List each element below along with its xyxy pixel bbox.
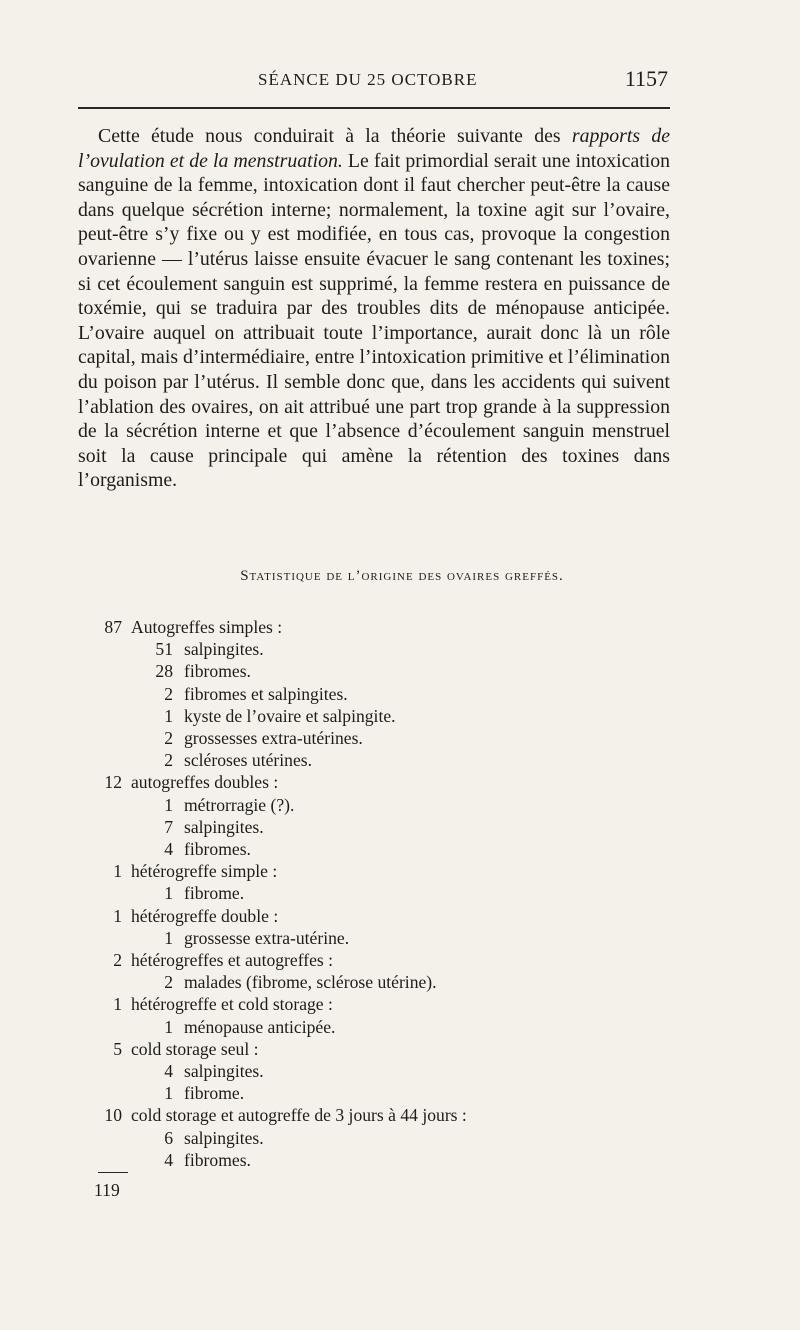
- stat-item-label: scléroses utérines.: [184, 750, 313, 771]
- stat-group-label: cold storage et autogreffe de 3 jours à 44 jours :: [131, 1105, 467, 1126]
- stat-item-row: [78, 727, 678, 749]
- running-title: SÉANCE DU 25 OCTOBRE: [258, 70, 478, 89]
- stat-item-row: [78, 927, 678, 949]
- stat-item-row: [78, 1127, 678, 1149]
- stat-item-row: [78, 660, 678, 682]
- stat-group-count: 87: [104, 617, 122, 637]
- stat-item-count: 51: [155, 639, 173, 660]
- body-text-start: Cette étude nous conduirait à la théorie suivante des: [98, 125, 572, 147]
- stat-group-row: [78, 905, 678, 927]
- stat-item-count: 4: [164, 839, 173, 860]
- page-header: [78, 66, 670, 96]
- stat-item-row: [78, 683, 678, 705]
- stat-item-label: salpingites.: [184, 1061, 264, 1082]
- stat-item-count: 4: [164, 1149, 173, 1170]
- stat-group-count: 1: [113, 905, 122, 926]
- body-paragraph: [78, 124, 670, 493]
- stat-item-label: ménopause anticipée.: [184, 1016, 336, 1037]
- stat-item-count: 2: [164, 750, 173, 771]
- stat-item-row: [78, 749, 678, 771]
- stat-item-label: fibrome.: [184, 883, 245, 904]
- statistics-list: [78, 616, 678, 1171]
- stat-item-count: 7: [164, 816, 173, 837]
- stat-group-row: [78, 616, 678, 638]
- stat-item-label: salpingites.: [184, 1127, 264, 1148]
- stat-group-count: 12: [104, 772, 122, 793]
- stat-item-label: salpingites.: [184, 816, 264, 837]
- stat-group-count: 1: [113, 994, 122, 1015]
- stat-item-label: grossesse extra-utérine.: [184, 927, 350, 948]
- stat-item-label: grossesses extra-utérines.: [184, 728, 363, 749]
- stat-item-label: fibrome.: [184, 1083, 245, 1104]
- stat-group-label: cold storage seul :: [131, 1038, 259, 1059]
- body-paragraph-container: [78, 124, 670, 493]
- stat-group-count: 10: [104, 1105, 122, 1126]
- stat-item-row: [78, 638, 678, 660]
- stat-item-count: 1: [164, 1016, 173, 1037]
- stat-item-count: 1: [164, 794, 173, 815]
- body-text-end: Le fait primordial serait une intoxication sanguine de la femme, intoxication dont il faut chercher peut-être la cause dans quelque sécrétion interne; normalement, la toxine agit sur l’ovaire, peut-être s’y fixe ou y est modifiée, en tous cas, provoque la congestion ovarienne — l’utérus laisse ensuite évacuer le sang contenant les toxines; si cet écoulement sanguin est supprimé, la femme restera en puissance de toxémie, qui se traduira par des troubles dits de ménopause anticipée. L’ovaire auquel on attribuait toute l’importance, aurait donc là un rôle capital, mais d’intermédiaire, entre l’intoxication primitive et l’élimination du poison par l’utérus. Il semble donc que, dans les accidents qui suivent l’ablation des ovaires, on ait attribué une part trop grande à la suppression de la sécrétion interne et que l’absence d’écoulement sanguin menstruel soit la cause principale qui amène la rétention des toxines dans l’organisme.: [78, 149, 670, 492]
- stat-item-count: 2: [164, 972, 173, 993]
- total-rule: [98, 1172, 128, 1173]
- stat-item-label: salpingites.: [184, 639, 264, 660]
- body-text-italic: rapports de l’ovulation et de la menstruation.: [78, 125, 670, 172]
- stat-group-label: hétérogreffe et cold storage :: [131, 994, 333, 1015]
- stat-item-count: 4: [164, 1061, 173, 1082]
- stat-item-row: [78, 1060, 678, 1082]
- stat-group-label: hétérogreffes et autogreffes :: [131, 950, 334, 971]
- stat-group-row: [78, 993, 678, 1015]
- stat-group-count: 1: [113, 861, 122, 882]
- stat-item-label: métrorragie (?).: [184, 794, 295, 815]
- stat-item-count: 2: [164, 728, 173, 749]
- stat-item-count: 28: [155, 661, 173, 682]
- stat-item-row: [78, 882, 678, 904]
- stat-item-count: 2: [164, 683, 173, 704]
- stat-item-row: [78, 1016, 678, 1038]
- stat-item-label: fibromes.: [184, 661, 251, 682]
- stat-group-row: [78, 1104, 678, 1126]
- stat-group-row: [78, 949, 678, 971]
- stat-item-label: fibromes.: [184, 1149, 251, 1170]
- stat-group-label: Autogreffes simples :: [131, 617, 283, 637]
- stat-item-row: [78, 705, 678, 727]
- statistics-title: Statistique de l’origine des ovaires greffés.: [240, 568, 564, 584]
- stat-group-row: [78, 860, 678, 882]
- stat-item-label: fibromes.: [184, 839, 251, 860]
- stat-item-row: [78, 816, 678, 838]
- stat-group-count: 2: [113, 950, 122, 971]
- stat-item-row: [78, 971, 678, 993]
- stat-item-label: malades (fibrome, sclérose utérine).: [184, 972, 437, 993]
- stat-group-row: [78, 771, 678, 793]
- stat-item-row: [78, 1149, 678, 1171]
- stat-item-label: fibromes et salpingites.: [184, 683, 348, 704]
- stat-item-row: [78, 794, 678, 816]
- stat-item-count: 6: [164, 1127, 173, 1148]
- stat-group-label: hétérogreffe double :: [131, 905, 279, 926]
- stat-item-count: 1: [164, 927, 173, 948]
- stat-group-label: hétérogreffe simple :: [131, 861, 278, 882]
- statistics-total: 119: [94, 1180, 120, 1200]
- stat-item-row: [78, 838, 678, 860]
- stat-group-row: [78, 1038, 678, 1060]
- stat-item-label: kyste de l’ovaire et salpingite.: [184, 705, 396, 726]
- stat-item-row: [78, 1082, 678, 1104]
- page-number: 1157: [624, 66, 668, 91]
- header-rule: [78, 107, 670, 109]
- stat-group-label: autogreffes doubles :: [131, 772, 279, 793]
- stat-group-count: 5: [113, 1038, 122, 1059]
- stat-item-count: 1: [164, 883, 173, 904]
- stat-item-count: 1: [164, 705, 173, 726]
- stat-item-count: 1: [164, 1083, 173, 1104]
